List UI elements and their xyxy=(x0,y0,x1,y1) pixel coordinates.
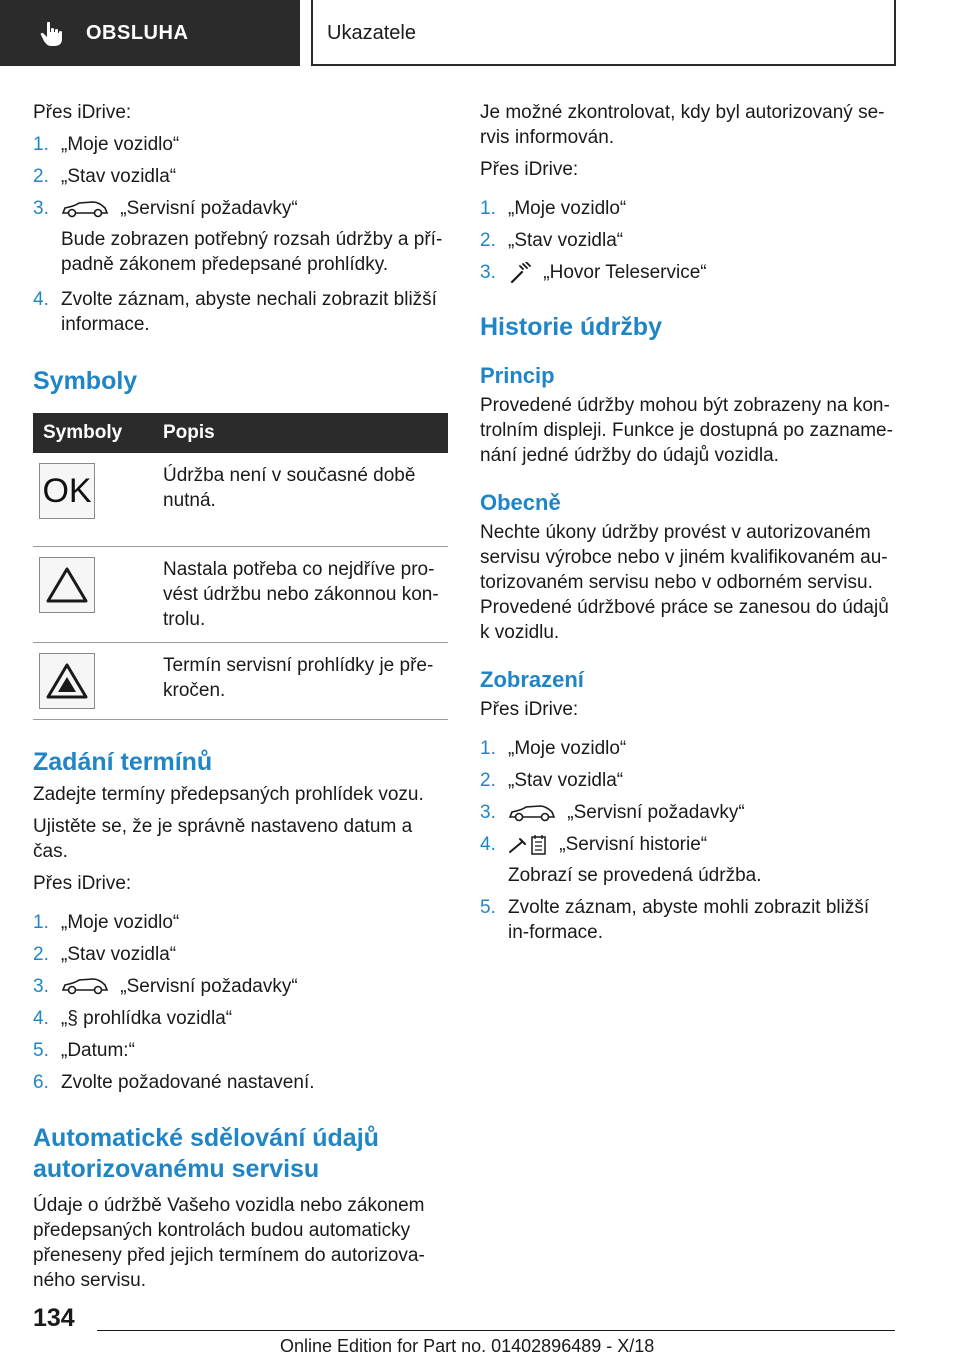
list-item: 1. „Moje vozidlo“ xyxy=(33,134,180,155)
list-item: 1. „Moje vozidlo“ xyxy=(480,198,627,219)
list-item: 4. „Servisní historie“ Zobrazí se provedená údržba. xyxy=(480,834,762,886)
hand-pointer-icon xyxy=(38,20,66,48)
list-item: 3. „Hovor Teleservice“ xyxy=(480,262,707,283)
steps-list xyxy=(33,910,448,1095)
history-heading: Historie údržby xyxy=(480,313,662,341)
right-column xyxy=(480,100,895,952)
footer-divider xyxy=(97,1330,895,1331)
chapter-tab xyxy=(311,0,896,66)
list-item: 2. „Stav vozidla“ xyxy=(33,166,177,187)
symbols-table xyxy=(33,413,448,720)
appointment-text: Zadejte termíny předepsaných prohlídek vozu. xyxy=(33,783,424,805)
edition-note: Online Edition for Part no. 01402896489 - X/18 xyxy=(280,1336,655,1356)
list-item: 2. „Stav vozidla“ xyxy=(480,230,624,251)
car-icon xyxy=(508,803,556,823)
section-title: OBSLUHA xyxy=(86,22,189,44)
chapter-title: Ukazatele xyxy=(327,22,416,44)
car-icon xyxy=(61,976,109,996)
table-header-row xyxy=(33,413,448,453)
page-number: 134 xyxy=(33,1304,75,1332)
auto-transfer-heading: Automatické sdělování údajů autorizovanému servisu xyxy=(33,1123,379,1183)
list-item: 6. Zvolte požadované nastavení. xyxy=(33,1071,315,1093)
page-header xyxy=(0,0,960,66)
list-item: 3. „Servisní požadavky“ Bude zobrazen potřebný rozsah údržby a pří-padně zákonem předepsané prohlídky. xyxy=(33,198,443,275)
list-item: 1. „Moje vozidlo“ xyxy=(33,911,180,933)
steps-list xyxy=(480,196,895,285)
steps-list xyxy=(33,132,448,337)
car-icon xyxy=(61,199,109,219)
idrive-intro: Přes iDrive: xyxy=(480,699,579,720)
table-row: Termín servisní prohlídky je pře-kročen. xyxy=(33,642,448,719)
left-column xyxy=(33,100,448,1300)
list-item: 3. „Servisní požadavky“ xyxy=(33,975,298,997)
table-row: OK Údržba není v současné době nutná. xyxy=(33,453,448,546)
section-tab xyxy=(0,0,300,66)
warning-triangle-icon xyxy=(39,557,95,613)
table-row: Nastala potřeba co nejdříve pro-vést údržbu nebo zákonnou kon-trolu. xyxy=(33,546,448,642)
phone-tool-icon xyxy=(508,262,532,284)
list-item: 2. „Stav vozidla“ xyxy=(480,770,624,791)
symbols-heading: Symboly xyxy=(33,367,138,395)
list-item: 5. „Datum:“ xyxy=(33,1039,135,1061)
appointment-text: Ujistěte se, že je správně nastaveno datum a čas. xyxy=(33,815,413,862)
display-heading: Zobrazení xyxy=(480,667,584,692)
list-item: 4. „§ prohlídka vozidla“ xyxy=(33,1007,233,1029)
steps-list xyxy=(480,736,895,945)
general-heading: Obecně xyxy=(480,490,561,515)
idrive-intro: Přes iDrive: xyxy=(33,872,132,894)
ok-icon: OK xyxy=(39,463,95,519)
idrive-intro: Přes iDrive: xyxy=(33,102,132,123)
idrive-intro: Přes iDrive: xyxy=(480,159,579,180)
principle-heading: Princip xyxy=(480,363,555,388)
list-item: 4. Zvolte záznam, abyste nechali zobrazit bližší informace. xyxy=(33,289,437,335)
service-history-icon xyxy=(508,834,548,856)
teleservice-text: Je možné zkontrolovat, kdy byl autorizovaný se-rvis informován. xyxy=(480,102,885,148)
list-item: 2. „Stav vozidla“ xyxy=(33,943,177,965)
warning-triangle-filled-icon xyxy=(39,653,95,709)
principle-text: Provedené údržby mohou být zobrazeny na kon-trolním displeji. Funkce je dostupná po zazname-nání jedné údržby do údajů vozidla. xyxy=(480,395,893,466)
column-header-symbols: Symboly xyxy=(33,413,151,453)
list-item: 5. Zvolte záznam, abyste mohli zobrazit bližší in-formace. xyxy=(480,897,870,943)
appointment-heading: Zadání termínů xyxy=(33,747,213,776)
list-item: 1. „Moje vozidlo“ xyxy=(480,738,627,759)
general-text: Nechte úkony údržby provést v autorizovaném servisu výrobce nebo v jiném kvalifikovaném au-torizovaném servisu nebo v odborném servisu. Provedené údržbové práce se zanesou do údajů k vozidlu. xyxy=(480,522,889,643)
auto-transfer-text: Údaje o údržbě Vašeho vozidla nebo zákonem předepsaných kontrolách budou automaticky přeneseny před jejich termínem do autorizova-ného servisu. xyxy=(33,1194,425,1291)
column-header-description: Popis xyxy=(151,413,448,453)
list-item: 3. „Servisní požadavky“ xyxy=(480,802,745,823)
